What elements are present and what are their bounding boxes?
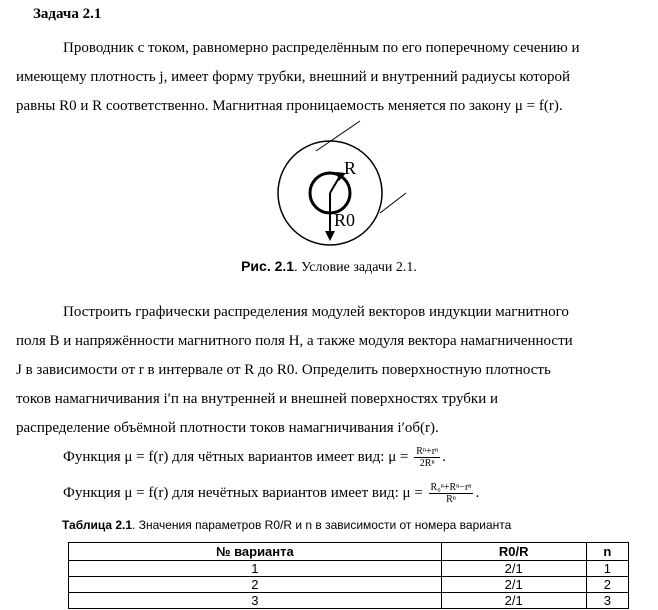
radius-R0-arrowhead: [325, 231, 335, 241]
header-variant: № варианта: [69, 543, 442, 561]
label-R: R: [344, 158, 357, 178]
table-header-row: [69, 543, 629, 561]
task-line-4: токов намагничивания i′п на внутренней и внешней поверхностях трубки и: [16, 391, 498, 407]
function-even-variants: Функция μ = f(r) для чётных вариантов имеет вид: μ = $\frac{\text{Rⁿ+rⁿ}}{\text{2Rⁿ}}$ .: [63, 446, 446, 469]
statement-line-3: равны R0 и R соответственно. Магнитная проницаемость меняется по закону μ = f(r).: [16, 98, 563, 114]
statement-line-2: имеющему плотность j, имеет форму трубки, внешний и внутренний радиусы которой: [16, 69, 571, 85]
cell-n: 1: [586, 561, 628, 577]
figure-caption-label: Рис. 2.1: [241, 258, 295, 274]
function-odd-fraction: [429, 482, 474, 505]
variants-table: [68, 542, 629, 609]
function-odd-variants: Функция μ = f(r) для нечётных вариантов имеет вид: μ = $\frac{\text{R₀ⁿ+Rⁿ−rⁿ}}{\text{Rⁿ}}$ .: [63, 482, 480, 505]
function-even-fraction: [414, 446, 440, 469]
function-odd-numerator: R₀ⁿ+Rⁿ−rⁿ: [430, 482, 472, 493]
cell-variant: 2: [69, 577, 442, 593]
header-ratio: R0/R: [441, 543, 586, 561]
cell-ratio: 2/1: [441, 577, 586, 593]
tube-edge-line-bottom: [380, 193, 406, 213]
table-caption-label: Таблица 2.1: [62, 518, 133, 532]
function-odd-denominator: Rⁿ: [446, 494, 456, 505]
cell-variant: 1: [69, 561, 442, 577]
cell-variant: 3: [69, 593, 442, 609]
function-even-numerator: Rⁿ+rⁿ: [416, 446, 439, 457]
header-n: n: [586, 543, 628, 561]
cell-n: 3: [586, 593, 628, 609]
task-line-2: поля B и напряжённости магнитного поля H, а также модуля вектора намагниченности: [16, 333, 573, 349]
cell-ratio: 2/1: [441, 561, 586, 577]
label-R0: R0: [334, 210, 356, 230]
statement-line-1: Проводник с током, равномерно распределённым по его поперечному сечению и: [63, 40, 580, 56]
table-row: [69, 593, 629, 609]
figure-caption-text: . Условие задачи 2.1.: [294, 260, 417, 275]
problem-title: Задача 2.1: [33, 6, 102, 22]
cell-ratio: 2/1: [441, 593, 586, 609]
function-odd-text: Функция μ = f(r) для нечётных вариантов имеет вид: μ =: [63, 484, 423, 501]
table-caption-text: . Значения параметров R0/R и n в зависимости от номера варианта: [132, 518, 512, 532]
table-row: [69, 577, 629, 593]
function-even-text: Функция μ = f(r) для чётных вариантов имеет вид: μ =: [63, 448, 409, 465]
task-line-1: Построить графически распределения модулей векторов индукции магнитного: [63, 304, 569, 320]
task-line-5: распределение объёмной плотности токов намагничивания i′об(r).: [16, 420, 439, 436]
problem-statement: [16, 34, 620, 121]
task-statement: [16, 298, 620, 443]
figure-caption: [0, 258, 658, 276]
function-even-denominator: 2Rⁿ: [419, 458, 435, 469]
table-caption: [62, 518, 511, 532]
table-row: [69, 561, 629, 577]
cell-n: 2: [586, 577, 628, 593]
task-line-3: J в зависимости от r в интервале от R до R0. Определить поверхностную плотность: [16, 362, 551, 378]
tube-cross-section-figure: [268, 118, 408, 248]
